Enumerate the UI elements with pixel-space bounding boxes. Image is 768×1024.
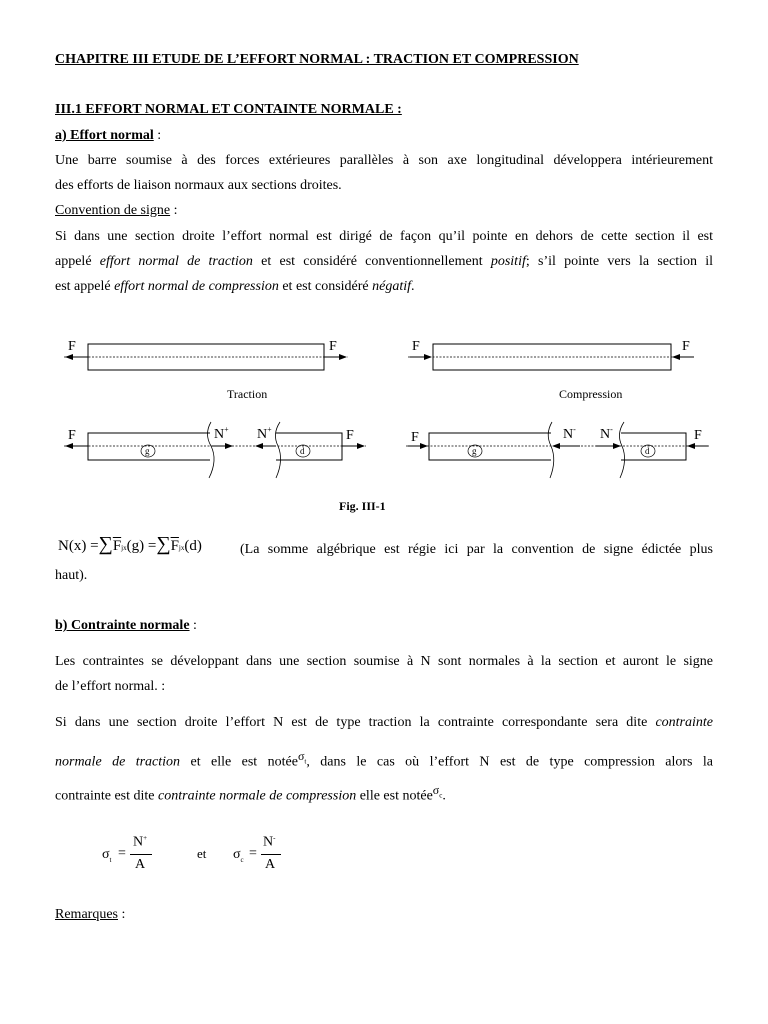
p2-line2-c: , dans le cas où l’effort N est de type compression alors la [306,754,714,770]
traction-cut-right-part [276,433,342,460]
traction-d-label: d [300,446,305,456]
conv3-compression-term: effort normal de compression [114,279,279,294]
eq-sum-2: ∑ [156,533,171,555]
sigma-c-fraction-bar [261,854,281,855]
convention-line2 [55,254,713,270]
conv3-a: est appelé [55,279,115,294]
part-b-p2-line2 [55,749,713,771]
eq-d: (d) [184,538,202,554]
compression-cut-left-section [548,422,554,478]
equation-note-line2: haut). [55,568,88,583]
p2-line2-b: et elle est notée [180,754,298,770]
p2-line3-a: contrainte est dite [55,788,159,804]
part-b-p1-line1: Les contraintes se développant dans une section soumise à N sont normales à la section et auront le signe [55,654,713,669]
sigma-t-symbol: $\sigma_t$ [102,847,112,864]
convention-line1: Si dans une section droite l’effort normal est dirigé de façon qu’il pointe en dehors de cette section il est [55,229,713,244]
conv3-negatif: négatif [372,279,412,294]
remarques-suffix: : [117,907,126,922]
compression-cut-f-right: F [694,428,702,443]
eq-n-of-x: N(x) = [58,538,99,554]
compression-label: Compression [559,387,623,401]
traction-right-f: F [329,339,337,354]
compression-left-f: F [412,339,420,354]
compression-cut-diagram [406,422,710,478]
formula-sigma-c [233,834,293,878]
part-b-p2-line3 [55,783,713,805]
compression-right-f: F [682,339,690,354]
sigma-c-numerator: N- [263,834,276,850]
sigma-t-fraction-bar [130,854,152,855]
conv3-c: et est considéré [278,279,373,294]
traction-cut-f-right: F [346,428,354,443]
section-title: III.1 EFFORT NORMAL ET CONTAINTE NORMALE : [55,102,402,117]
part-a-para-line2: des efforts de liaison normaux aux sections droites. [55,178,342,193]
sigma-t-equals: = [118,846,126,861]
figure-iii-1 [0,330,768,520]
convention-line3 [55,279,713,295]
remarques-line [55,907,713,923]
sigma-c-denominator: A [265,857,276,872]
traction-cut-n-right: N+ [257,425,272,442]
traction-label: Traction [227,387,268,401]
p2-line1-contrainte: contrainte [655,715,713,730]
traction-cut-n-left: N+ [214,425,229,442]
part-b-heading-line [55,618,713,634]
equation-n-of-x [58,533,202,556]
eq-jx-2: jx [178,544,185,552]
compression-cut-right-section [619,422,624,478]
compression-cut-f-left: F [411,430,419,445]
conv2-traction-term: effort normal de traction [99,254,253,269]
compression-cut-right-part [621,433,686,460]
p2-compression-term: contrainte normale de compression [158,788,357,804]
traction-cut-diagram [64,422,366,478]
p2-normale-de-traction: normale de traction [55,754,181,770]
formula-et: et [197,846,207,861]
compression-cut-n-right: N- [600,425,613,442]
compression-g-label: g [472,446,477,456]
chapter-title: CHAPITRE III ETUDE DE L’EFFORT NORMAL : TRACTION ET COMPRESSION [55,52,579,67]
compression-cut-n-left: N- [563,425,576,442]
part-b-heading: b) Contrainte normale [55,618,190,633]
part-a-para-line1: Une barre soumise à des forces extérieures parallèles à son axe longitudinal développera intérieurement [55,153,713,168]
traction-cut-f-left: F [68,428,76,443]
eq-f-1: $\overline{F}$ [112,538,122,554]
p2-line3-d: . [442,788,446,804]
convention-heading-line [55,203,713,219]
sigma-c-symbol: $\sigma_c$ [233,847,244,864]
convention-heading-suffix: : [170,203,178,218]
part-b-heading-suffix: : [189,618,197,633]
part-b-p1-line2: de l’effort normal. : [55,679,166,694]
figure-caption: Fig. III-1 [339,499,386,513]
conv2-e: ; s’il pointe vers la section il [525,254,714,269]
traction-g-label: g [145,446,150,456]
compression-diagram [408,339,694,401]
sigma-t-inline: σt [297,749,307,766]
traction-diagram [64,339,348,401]
compression-d-label: d [645,446,650,456]
part-b-p2-line1 [55,715,713,731]
part-a-heading-line [55,128,713,144]
formula-sigma-t [102,834,162,878]
sigma-c-equals: = [249,846,257,861]
sigma-c-inline: σc [432,783,443,800]
part-a-heading-suffix: : [153,128,162,143]
convention-heading: Convention de signe [55,203,171,218]
traction-cut-right-section [275,422,280,478]
eq-f-2: $\overline{F}$ [170,538,179,554]
eq-sum-1: ∑ [98,533,113,555]
sigma-t-denominator: A [135,857,146,872]
traction-left-f: F [68,339,76,354]
p2-line1-a: Si dans une section droite l’effort N est de type traction la contrainte correspondante sera dite [55,715,656,730]
eq-jx-1: jx [121,544,127,552]
sigma-t-numerator: N+ [133,834,148,850]
conv2-c: et est considéré conventionnellement [252,254,491,269]
conv2-positif: positif [490,254,526,269]
eq-g: (g) = [126,538,157,554]
compression-cut-left-part [429,433,551,460]
conv2-a: appelé [55,254,100,269]
p2-line3-c: elle est notée [356,788,433,804]
conv3-e: . [411,279,415,294]
remarques-heading: Remarques [55,907,118,922]
equation-note-line1: (La somme algébrique est régie ici par la convention de signe édictée plus [240,542,713,557]
part-a-heading: a) Effort normal [55,128,154,143]
